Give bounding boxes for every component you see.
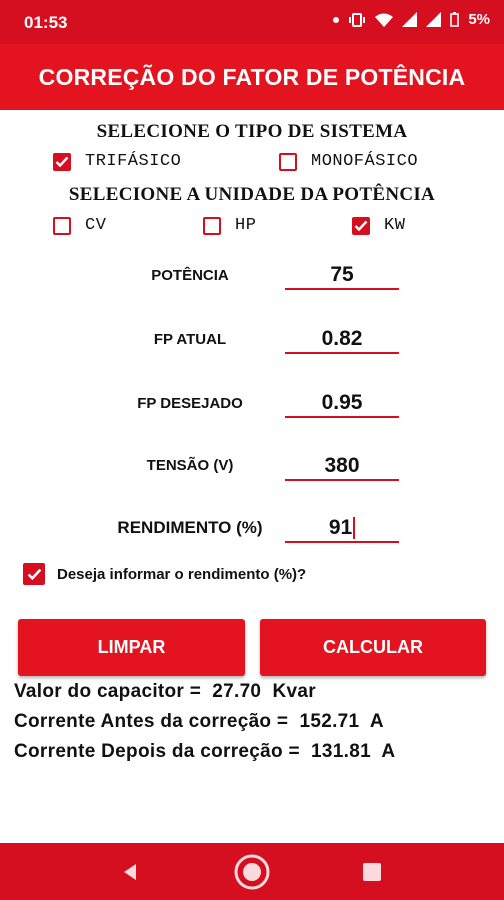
- back-button[interactable]: [108, 843, 152, 900]
- checkbox-kw[interactable]: [352, 216, 405, 235]
- checkbox-label: KW: [384, 216, 406, 235]
- checkbox-checked-icon[interactable]: [352, 217, 370, 235]
- checkbox-unchecked-icon[interactable]: [203, 217, 221, 235]
- vibrate-icon: [348, 13, 366, 27]
- fp-atual-value: 0.82: [321, 327, 363, 350]
- app-bar: [0, 44, 504, 110]
- tensao-value: 380: [324, 454, 360, 477]
- fp-atual-input[interactable]: [285, 324, 399, 354]
- clear-button[interactable]: LIMPAR: [18, 619, 245, 676]
- power-unit-heading: SELECIONE A UNIDADE DA POTÊNCIA: [68, 184, 436, 205]
- recents-icon: [362, 862, 382, 882]
- status-time: 01:53: [24, 13, 68, 32]
- potencia-value: 75: [330, 263, 354, 286]
- status-bar: [0, 0, 504, 44]
- fp-desejado-value: 0.95: [321, 391, 363, 414]
- checkbox-unchecked-icon[interactable]: [279, 153, 297, 171]
- result-current-before: Corrente Antes da correção = 152.71 A: [14, 711, 384, 732]
- fp-atual-label: FP ATUAL: [153, 331, 227, 348]
- signal-icon: [426, 12, 441, 27]
- home-icon: [233, 853, 271, 891]
- system-type-heading: SELECIONE O TIPO DE SISTEMA: [96, 121, 408, 142]
- tensao-input[interactable]: [285, 451, 399, 481]
- calculate-button[interactable]: CALCULAR: [260, 619, 486, 676]
- checkbox-label: TRIFÁSICO: [85, 152, 182, 171]
- result-capacitor: Valor do capacitor = 27.70 Kvar: [14, 681, 316, 702]
- checkbox-cv[interactable]: [53, 216, 106, 235]
- wifi-icon: [375, 13, 393, 27]
- checkbox-unchecked-icon[interactable]: [53, 217, 71, 235]
- app-title: CORREÇÃO DO FATOR DE POTÊNCIA: [38, 63, 466, 90]
- tensao-label: TENSÃO (V): [146, 457, 234, 474]
- battery-percent: 5%: [468, 11, 490, 28]
- checkbox-checked-icon[interactable]: [23, 563, 45, 585]
- checkbox-checked-icon[interactable]: [53, 153, 71, 171]
- home-button[interactable]: [229, 843, 275, 900]
- checkbox-label: CV: [85, 216, 107, 235]
- checkbox-monofasico[interactable]: [279, 152, 418, 171]
- potencia-label: POTÊNCIA: [151, 267, 229, 284]
- fp-desejado-label: FP DESEJADO: [137, 395, 243, 412]
- checkbox-hp[interactable]: [203, 216, 256, 235]
- back-icon: [122, 863, 138, 881]
- checkbox-label: MONOFÁSICO: [311, 152, 419, 171]
- text-cursor: [353, 517, 355, 539]
- checkbox-trifasico[interactable]: [53, 152, 181, 171]
- potencia-input[interactable]: [285, 260, 399, 290]
- checkbox-informar-rendimento[interactable]: [23, 563, 306, 585]
- rendimento-input[interactable]: [285, 513, 399, 543]
- signal-icon: [402, 12, 417, 27]
- checkbox-label: HP: [235, 216, 257, 235]
- navigation-bar: [0, 843, 504, 900]
- status-icons: [333, 11, 490, 28]
- checkbox-label: Deseja informar o rendimento (%)?: [57, 565, 307, 583]
- rendimento-value: 91: [328, 516, 353, 539]
- battery-icon: [450, 12, 459, 27]
- result-current-after: Corrente Depois da correção = 131.81 A: [14, 741, 396, 762]
- notification-dot-icon: [333, 17, 339, 23]
- recents-button[interactable]: [352, 843, 392, 900]
- fp-desejado-input[interactable]: [285, 388, 399, 418]
- rendimento-label: RENDIMENTO (%): [117, 518, 263, 537]
